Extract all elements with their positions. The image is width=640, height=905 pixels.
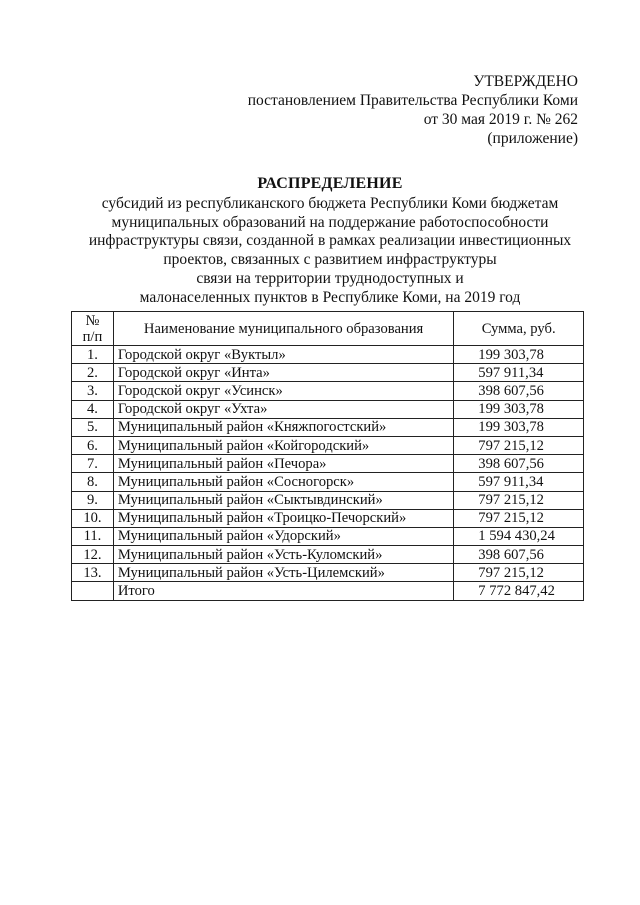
table-header-row	[72, 312, 584, 346]
row-sum: 398 607,56	[454, 455, 584, 473]
row-sum: 597 911,34	[454, 364, 584, 382]
row-number: 9.	[72, 491, 114, 509]
row-number: 5.	[72, 418, 114, 436]
document-subtitle-line: инфраструктуры связи, созданной в рамках реализации инвестиционных	[88, 232, 572, 250]
row-sum: 597 911,34	[454, 473, 584, 491]
row-municipality: Муниципальный район «Печора»	[113, 455, 453, 473]
row-sum: 797 215,12	[454, 436, 584, 454]
row-municipality: Муниципальный район «Сосногорск»	[113, 473, 453, 491]
row-municipality: Муниципальный район «Усть-Куломский»	[113, 546, 453, 564]
row-municipality: Муниципальный район «Княжпогостский»	[113, 418, 453, 436]
table-row	[72, 346, 584, 364]
total-label: Итого	[113, 582, 453, 600]
approval-heading: УТВЕРЖДЕНО	[473, 73, 578, 90]
header-number-abbrev: п/п	[82, 328, 103, 345]
row-number: 4.	[72, 400, 114, 418]
row-sum: 797 215,12	[454, 509, 584, 527]
total-number	[72, 582, 114, 600]
row-number: 2.	[72, 364, 114, 382]
header-sum: Сумма, руб.	[454, 312, 584, 346]
table-row	[72, 436, 584, 454]
table-total-row	[72, 582, 584, 600]
document-subtitle-line: малонаселенных пунктов в Республике Коми, на 2019 год	[139, 288, 521, 306]
document-subtitle-line: муниципальных образований на поддержание работоспособности	[111, 213, 549, 231]
table-row	[72, 546, 584, 564]
header-municipality: Наименование муниципального образования	[113, 312, 453, 346]
row-sum: 199 303,78	[454, 400, 584, 418]
approval-note: (приложение)	[487, 130, 578, 147]
row-municipality: Городской округ «Ухта»	[113, 400, 453, 418]
document-subtitle-line: проектов, связанных с развитием инфраструктуры	[163, 251, 497, 269]
row-municipality: Городской округ «Вуктыл»	[113, 346, 453, 364]
table-row	[72, 418, 584, 436]
table-row	[72, 564, 584, 582]
total-sum: 7 772 847,42	[454, 582, 584, 600]
document-heading	[60, 175, 600, 308]
row-sum: 797 215,12	[454, 491, 584, 509]
row-municipality: Городской округ «Инта»	[113, 364, 453, 382]
row-number: 1.	[72, 346, 114, 364]
approval-date-number: от 30 мая 2019 г. № 262	[423, 111, 578, 128]
row-municipality: Муниципальный район «Удорский»	[113, 527, 453, 545]
table-row	[72, 473, 584, 491]
row-number: 8.	[72, 473, 114, 491]
row-number: 13.	[72, 564, 114, 582]
document-subtitle-line: связи на территории труднодоступных и	[196, 269, 464, 287]
row-municipality: Муниципальный район «Усть-Цилемский»	[113, 564, 453, 582]
row-number: 12.	[72, 546, 114, 564]
table-row	[72, 400, 584, 418]
row-municipality: Муниципальный район «Койгородский»	[113, 436, 453, 454]
approval-stamp	[248, 72, 578, 148]
header-number-symbol: №	[85, 312, 100, 329]
row-number: 10.	[72, 509, 114, 527]
row-municipality: Муниципальный район «Троицко-Печорский»	[113, 509, 453, 527]
row-number: 6.	[72, 436, 114, 454]
row-number: 3.	[72, 382, 114, 400]
approval-authority: постановлением Правительства Республики Коми	[247, 92, 578, 109]
row-sum: 398 607,56	[454, 546, 584, 564]
table-row	[72, 382, 584, 400]
row-municipality: Городской округ «Усинск»	[113, 382, 453, 400]
row-sum: 199 303,78	[454, 346, 584, 364]
header-number	[72, 312, 114, 346]
row-sum: 797 215,12	[454, 564, 584, 582]
table-row	[72, 455, 584, 473]
row-number: 7.	[72, 455, 114, 473]
row-sum: 199 303,78	[454, 418, 584, 436]
document-title: РАСПРЕДЕЛЕНИЕ	[257, 175, 403, 192]
table-row	[72, 527, 584, 545]
table-row	[72, 364, 584, 382]
table-row	[72, 509, 584, 527]
table-row	[72, 491, 584, 509]
row-number: 11.	[72, 527, 114, 545]
row-municipality: Муниципальный район «Сыктывдинский»	[113, 491, 453, 509]
row-sum: 1 594 430,24	[454, 527, 584, 545]
row-sum: 398 607,56	[454, 382, 584, 400]
distribution-table	[71, 311, 584, 601]
document-subtitle-line: субсидий из республиканского бюджета Республики Коми бюджетам	[101, 194, 559, 212]
